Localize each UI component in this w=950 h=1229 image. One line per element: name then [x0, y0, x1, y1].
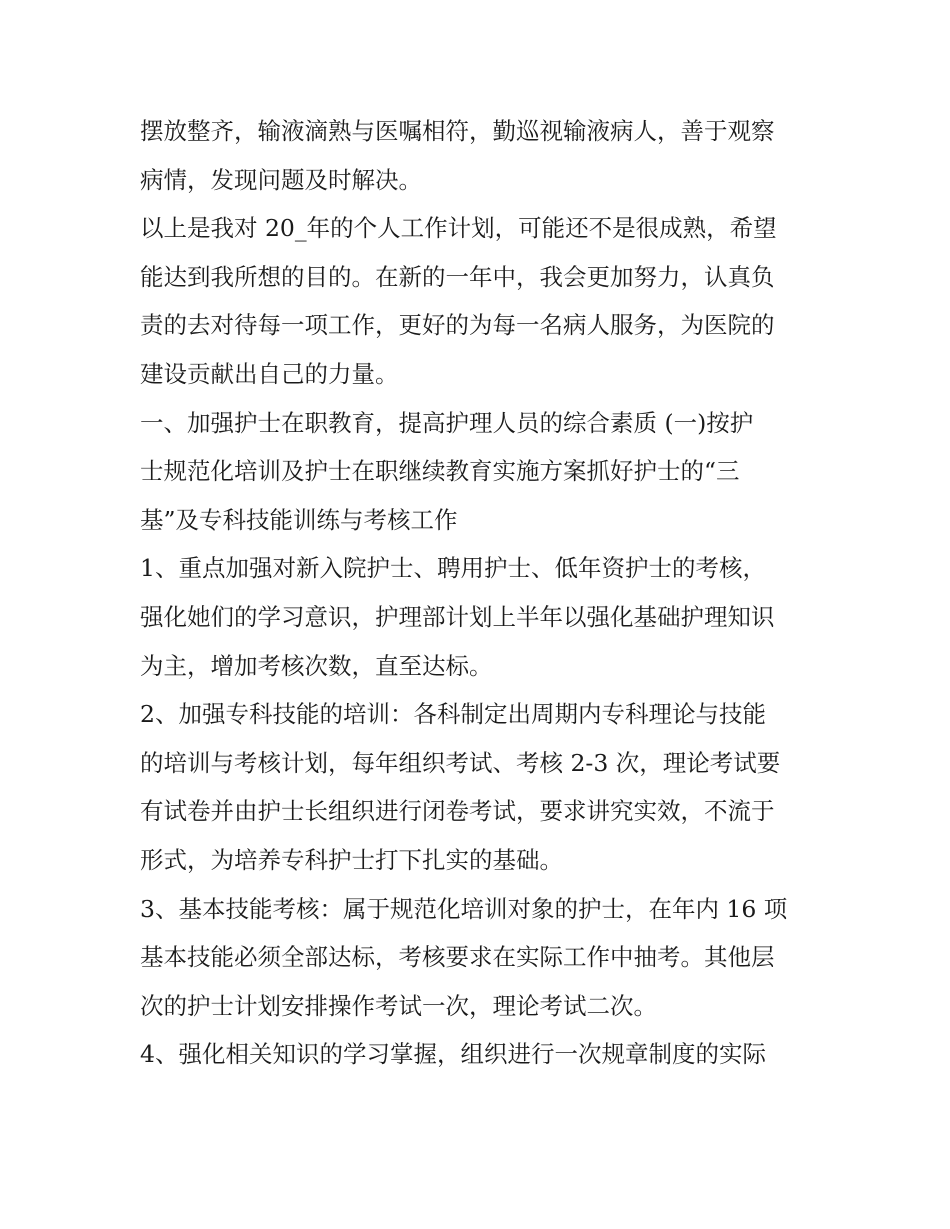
text-line: 基”及专科技能训练与考核工作 [140, 505, 458, 534]
text-line: 基本技能必须全部达标，考核要求在实际工作中抽考。其他层 [140, 943, 775, 972]
text-line: 次的护士计划安排操作考试一次，理论考试二次。 [140, 991, 657, 1020]
text-line: 一、加强护士在职教育，提高护理人员的综合素质 (一)按护 [140, 408, 754, 437]
text-line: 摆放整齐，输液滴熟与医嘱相符，勤巡视输液病人，善于观察 [140, 117, 775, 145]
text-line: 4、强化相关知识的学习掌握，组织进行一次规章制度的实际 [140, 1040, 766, 1069]
text-line: 的培训与考核计划，每年组织考试、考核 2-3 次，理论考试要 [140, 748, 781, 777]
text-line: 以上是我对 20_年的个人工作计划，可能还不是很成熟，希望 [140, 214, 777, 243]
text-line: 形式，为培养专科护士打下扎实的基础。 [140, 845, 563, 874]
text-line: 建设贡献出自己的力量。 [140, 359, 399, 388]
text-line: 士规范化培训及护士在职继续教育实施方案抓好护士的“三 [140, 457, 740, 486]
text-line: 为主，增加考核次数，直至达标。 [140, 651, 493, 680]
text-line: 2、加强专科技能的培训：各科制定出周期内专科理论与技能 [140, 700, 766, 729]
text-line: 1、重点加强对新入院护士、聘用护士、低年资护士的考核， [140, 554, 766, 583]
text-line: 能达到我所想的目的。在新的一年中，我会更加努力，认真负 [140, 262, 775, 291]
text-line: 责的去对待每一项工作，更好的为每一名病人服务，为医院的 [140, 311, 775, 340]
document-body [140, 107, 820, 1079]
text-line: 强化她们的学习意识，护理部计划上半年以强化基础护理知识 [140, 602, 775, 631]
text-line: 有试卷并由护士长组织进行闭卷考试，要求讲究实效，不流于 [140, 797, 775, 826]
text-line: 3、基本技能考核：属于规范化培训对象的护士，在年内 16 项 [140, 894, 788, 923]
text-line: 病情，发现问题及时解决。 [140, 165, 422, 194]
